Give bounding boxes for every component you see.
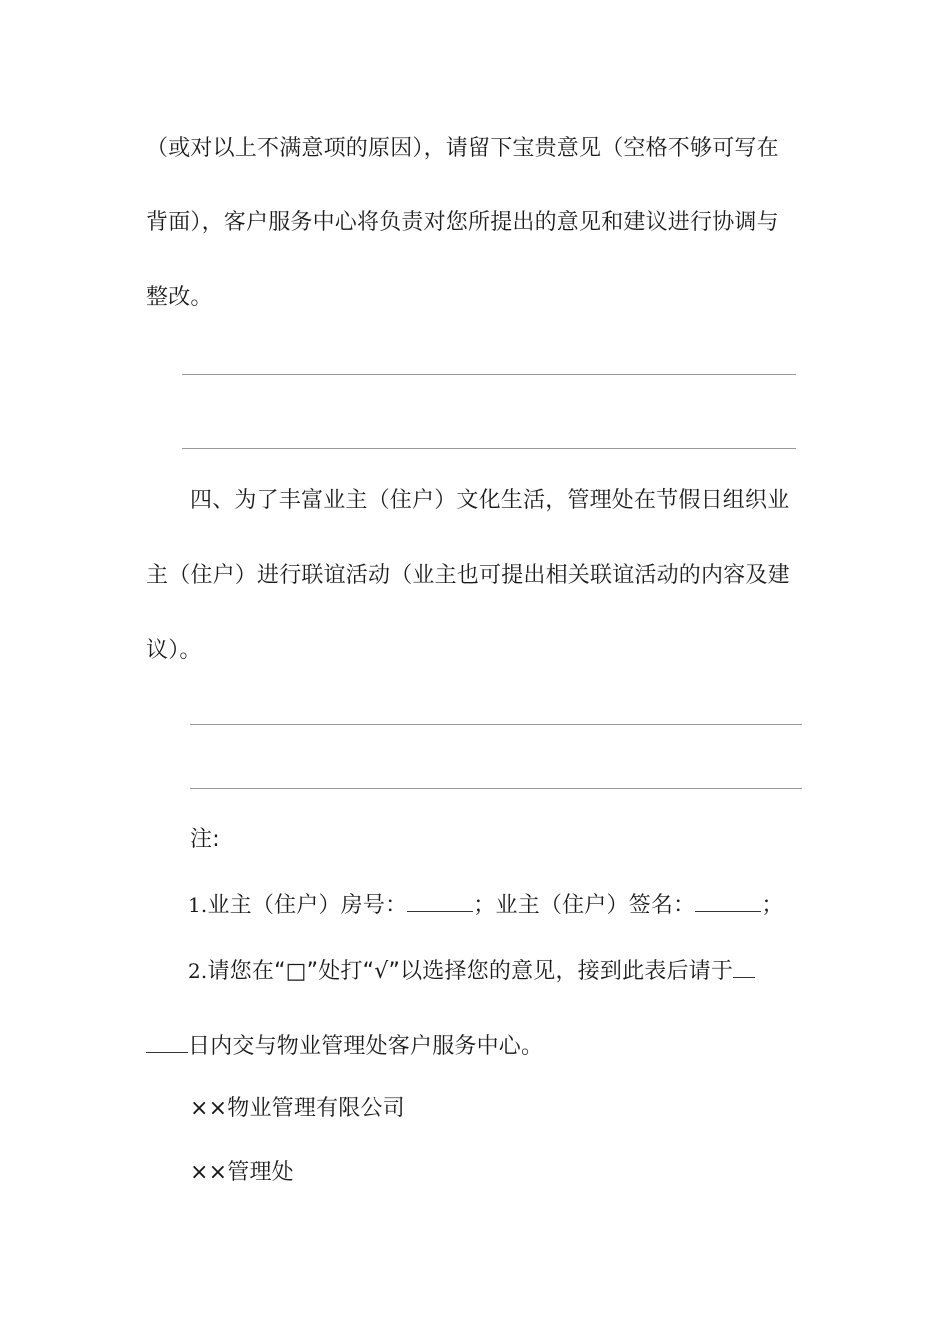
signature-label: 业主（住户）签名： <box>495 893 696 918</box>
notes-heading: 注: <box>190 827 220 852</box>
room-number-label: 业主（住户）房号： <box>207 893 408 918</box>
days-blank-part-2[interactable] <box>146 1030 188 1053</box>
office-name: ××管理处 <box>190 1160 294 1185</box>
days-blank-part-1[interactable] <box>733 955 755 978</box>
company-name: ××物业管理有限公司 <box>190 1096 405 1121</box>
section3-line-3: 整改。 <box>146 285 213 310</box>
section4-line-1: 四、为了丰富业主（住户）文化生活，管理处在节假日组织业 <box>190 488 790 513</box>
note-1-end: ； <box>761 893 784 918</box>
note-2-line-2: 日内交与物业管理处客户服务中心。 <box>188 1034 544 1059</box>
note-item-2-continued <box>146 1030 543 1062</box>
answer-line-1 <box>182 374 796 375</box>
note-item-2 <box>188 955 755 987</box>
answer-line-3 <box>190 724 802 725</box>
note-item-1 <box>188 889 784 921</box>
answer-line-2 <box>182 448 796 449</box>
section3-line-1: （或对以上不满意项的原因），请留下宝贵意见（空格不够可写在 <box>146 136 779 161</box>
section4-line-2: 主（住户）进行联谊活动（业主也可提出相关联谊活动的内容及建 <box>146 563 790 588</box>
section3-line-2: 背面），客户服务中心将负责对您所提出的意见和建议进行协调与 <box>146 210 779 235</box>
room-number-blank[interactable] <box>407 889 473 912</box>
answer-line-4 <box>190 788 802 789</box>
note-1-separator: ； <box>473 893 496 918</box>
note-1-number: 1. <box>188 893 208 917</box>
section4-line-3: 议）。 <box>146 638 202 663</box>
signature-blank[interactable] <box>695 889 761 912</box>
note-2-number: 2. <box>188 959 208 983</box>
note-2-text: 请您在“□”处打“√”以选择您的意见，接到此表后请于 <box>207 959 734 984</box>
